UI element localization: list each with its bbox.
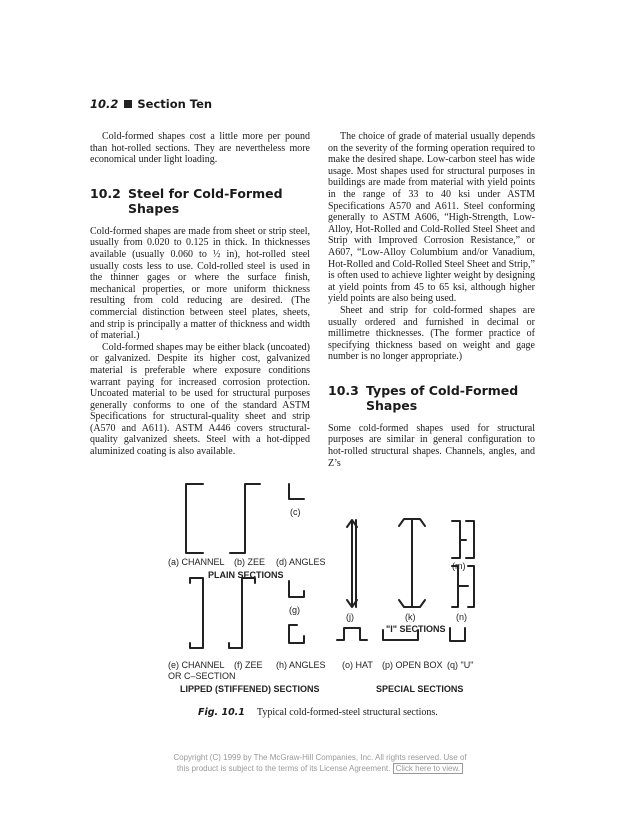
lipped-angle-shape-g xyxy=(289,581,304,597)
group-i-sections: "I" SECTIONS xyxy=(386,624,446,634)
group-lipped-sections: LIPPED (STIFFENED) SECTIONS xyxy=(180,684,320,694)
lipped-zee-shape xyxy=(229,578,255,648)
copyright-line: Copyright (C) 1999 by The McGraw-Hill Companies, Inc. All rights reserved. Use of xyxy=(173,753,467,762)
section-number: 10.3 xyxy=(328,382,359,398)
paragraph: Sheet and strip for cold-formed shapes are usually ordered and furnished in decimal or millimetre thicknesses. (The former practice of specifying thickness based on weight and gage number is no longer appropriate.) xyxy=(328,304,535,363)
group-plain-sections: PLAIN SECTIONS xyxy=(208,570,284,580)
copyright-notice xyxy=(150,752,490,774)
label-f: (f) ZEE xyxy=(234,660,263,670)
zee-shape xyxy=(230,484,260,553)
i-section-n xyxy=(452,566,474,607)
section-title: Types of Cold-Formed Shapes xyxy=(366,382,519,413)
label-h: (h) ANGLES xyxy=(276,660,326,670)
hat-shape xyxy=(337,628,367,640)
label-a: (a) CHANNEL xyxy=(168,557,225,567)
label-e: (e) CHANNEL xyxy=(168,660,225,670)
i-section-m xyxy=(452,521,474,558)
figure-caption-text: Typical cold-formed-steel structural sections. xyxy=(256,707,438,718)
label-q: (q) "U" xyxy=(447,660,474,670)
label-n: (n) xyxy=(456,612,467,622)
paragraph: Cold-formed shapes are made from sheet or strip steel, usually from 0.020 to 0.125 in thick. In thicknesses available (usually 0.060 to ½ in), hot-rolled steel usually costs less to use. Cold-rolled steel is used in the thinner gages or where the surface finish, mechanical properties, or more uniform thickness resulting from cold reducing are desired. (The commercial distinction between steel plates, sheets, and strip is principally a matter of thickness and width of material.) xyxy=(90,225,310,342)
label-o: (o) HAT xyxy=(342,660,373,670)
u-shape xyxy=(450,628,465,641)
angle-shape-c xyxy=(289,484,304,499)
label-e-sub: OR C–SECTION xyxy=(168,671,236,681)
running-head-number: 10.2 xyxy=(90,97,119,111)
figure-number: Fig. 10.1 xyxy=(198,707,245,718)
lipped-angle-shape-h xyxy=(289,625,304,643)
label-d: (d) ANGLES xyxy=(276,557,326,567)
label-p: (p) OPEN BOX xyxy=(382,660,443,670)
channel-shape xyxy=(186,484,203,553)
section-number: 10.2 xyxy=(90,185,121,201)
label-c: (c) xyxy=(290,507,301,517)
license-link[interactable]: Click here to view. xyxy=(393,763,463,774)
section-title: Steel for Cold-Formed Shapes xyxy=(128,185,283,216)
label-k: (k) xyxy=(405,612,416,622)
paragraph: Cold-formed shapes may be either black (uncoated) or galvanized. Despite its higher cost, galvanized material is preferable where exposure conditions warrant paying for increased corrosion protection. Uncoated material to be used for structural purposes generally conforms to one of the standard ASTM Specifications for structural-quality sheet and strip (A570 and A611). ASTM A446 covers structural-quality galvanized sheets. Steel with a hot-dipped aluminized coating is also available. xyxy=(90,341,310,458)
intro-paragraph: Cold-formed shapes cost a little more per pound than hot-rolled sections. They are nevertheless more economical under light loading. xyxy=(90,131,310,166)
i-section-k xyxy=(399,519,425,607)
paragraph: Some cold-formed shapes used for structural purposes are similar in general configuration to hot-rolled structural shapes. Channels, angles, and Z’s xyxy=(328,422,535,469)
license-text: this product is subject to the terms of its License Agreement. xyxy=(176,764,391,773)
lipped-channel-shape xyxy=(190,578,203,648)
label-j: (j) xyxy=(346,612,354,622)
group-special-sections: SPECIAL SECTIONS xyxy=(376,684,464,694)
running-head-title: Section Ten xyxy=(137,97,213,111)
label-b: (b) ZEE xyxy=(234,557,266,567)
license-line xyxy=(150,763,490,774)
label-m: (m) xyxy=(452,561,466,571)
figure-caption xyxy=(198,707,438,718)
label-g: (g) xyxy=(289,605,300,615)
paragraph: The choice of grade of material usually depends on the severity of the forming operation required to make the desired shape. Low-carbon steel has wide usage. Most shapes used for structural purposes in buildings are made from material with yield points in the range of 33 to 40 ksi under ASTM Specifications A570 and A611. Steel conforming generally to ASTM A606, “High-Strength, Low-Alloy, Hot-Rolled and Cold-Rolled Steel Sheet and Strip with Improved Corrosion Resistance,” or A607, “Low-Alloy Columbium and/or Vanadium, Hot-Rolled and Cold-Rolled Steel Sheet and Strip,” is often used to achieve lighter weight by designing at yield points from 45 to 65 ksi, although higher yield points are also being used. xyxy=(328,131,535,305)
